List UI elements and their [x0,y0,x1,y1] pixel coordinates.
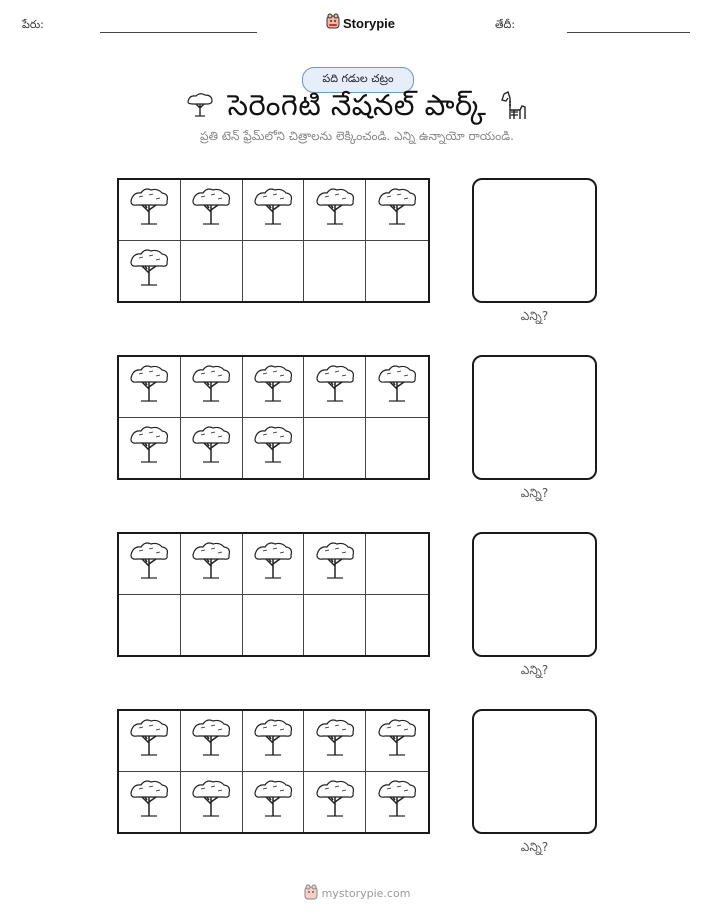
ten-frame-cell [304,357,366,418]
acacia-tree-icon [375,363,419,411]
acacia-tree-icon [189,540,233,588]
ten-frame-cell [304,534,366,595]
acacia-tree-icon [127,186,171,234]
brand-name: Storypie [343,15,396,31]
acacia-tree-icon [189,717,233,765]
ten-frame-cell [181,180,243,241]
acacia-tree-icon [127,717,171,765]
ten-frame-cell [181,772,243,833]
ten-frame-cell [119,241,181,302]
storypie-logo-icon [326,13,340,33]
ten-frame-cell [366,357,428,418]
zebra-icon [498,90,530,126]
ten-frame-cell [366,534,428,595]
ten-frame-cell [366,418,428,479]
acacia-tree-icon [127,363,171,411]
ten-frame-cell [304,241,366,302]
ten-frame [117,532,430,657]
ten-frame-cell [181,595,243,656]
ten-frame-cell [304,711,366,772]
ten-frame-cell [181,711,243,772]
acacia-tree-icon [375,186,419,234]
ten-frame-cell [181,241,243,302]
acacia-tree-icon [127,247,171,295]
how-many-label: ఎన్ని? [520,309,549,323]
acacia-tree-icon [313,540,357,588]
acacia-tree-icon [313,363,357,411]
acacia-tree-icon [127,540,171,588]
ten-frame-cell [119,595,181,656]
how-many-label: ఎన్ని? [520,486,549,500]
acacia-tree-icon [375,778,419,826]
name-line[interactable] [100,32,257,33]
ten-frame-cell [366,595,428,656]
acacia-tree-icon [189,363,233,411]
ten-frame-cell [243,595,305,656]
ten-frame-cell [119,357,181,418]
acacia-tree-icon [127,778,171,826]
worksheet-title: సెరెంగెటి నేషనల్ పార్క్ [227,88,487,122]
date-label: తేదీ: [495,18,516,31]
answer-box[interactable] [472,355,597,480]
how-many-label: ఎన్ని? [520,840,549,854]
ten-frame-cell [243,357,305,418]
acacia-tree-icon [313,778,357,826]
ten-frame-cell [304,595,366,656]
ten-frame-cell [181,418,243,479]
ten-frame-cell [243,711,305,772]
brand [326,13,395,33]
ten-frame-cell [181,534,243,595]
ten-frame [117,709,430,834]
ten-frame-cell [304,418,366,479]
ten-frame [117,355,430,480]
ten-frame-cell [119,180,181,241]
ten-frame-cell [304,772,366,833]
acacia-tree-icon [251,778,295,826]
ten-frame-cell [243,241,305,302]
ten-frame-cell [366,241,428,302]
acacia-tree-icon [375,717,419,765]
acacia-tree-icon [127,424,171,472]
answer-box[interactable] [472,532,597,657]
how-many-label: ఎన్ని? [520,663,549,677]
worksheet-type-badge: పది గడుల చట్రం [302,67,414,93]
ten-frame-cell [181,357,243,418]
acacia-tree-icon [313,186,357,234]
date-line[interactable] [567,32,690,33]
acacia-tree-icon [189,778,233,826]
ten-frame-cell [119,711,181,772]
ten-frame-cell [119,772,181,833]
instructions: ప్రతి టెన్ ఫ్రేమ్‌లోని చిత్రాలను లెక్కించండి. ఎన్ని ఉన్నాయో రాయండి. [200,129,514,143]
ten-frame-cell [243,534,305,595]
acacia-tree-icon [313,717,357,765]
ten-frame-cell [243,418,305,479]
footer [0,884,714,903]
acacia-tree-icon [189,186,233,234]
acacia-tree-icon [251,540,295,588]
ten-frame-cell [366,180,428,241]
acacia-tree-icon [189,424,233,472]
ten-frame-cell [366,772,428,833]
storypie-logo-icon [304,884,318,903]
ten-frame-cell [119,418,181,479]
footer-url[interactable]: mystorypie.com [321,887,411,900]
answer-box[interactable] [472,709,597,834]
ten-frame-cell [304,180,366,241]
ten-frame-cell [366,711,428,772]
ten-frame [117,178,430,303]
ten-frame-cell [243,772,305,833]
ten-frame-cell [243,180,305,241]
acacia-tree-icon [251,424,295,472]
ten-frame-cell [119,534,181,595]
acacia-tree-icon [251,363,295,411]
acacia-tree-icon [251,186,295,234]
answer-box[interactable] [472,178,597,303]
acacia-tree-icon [251,717,295,765]
name-label: పేరు: [22,18,44,31]
